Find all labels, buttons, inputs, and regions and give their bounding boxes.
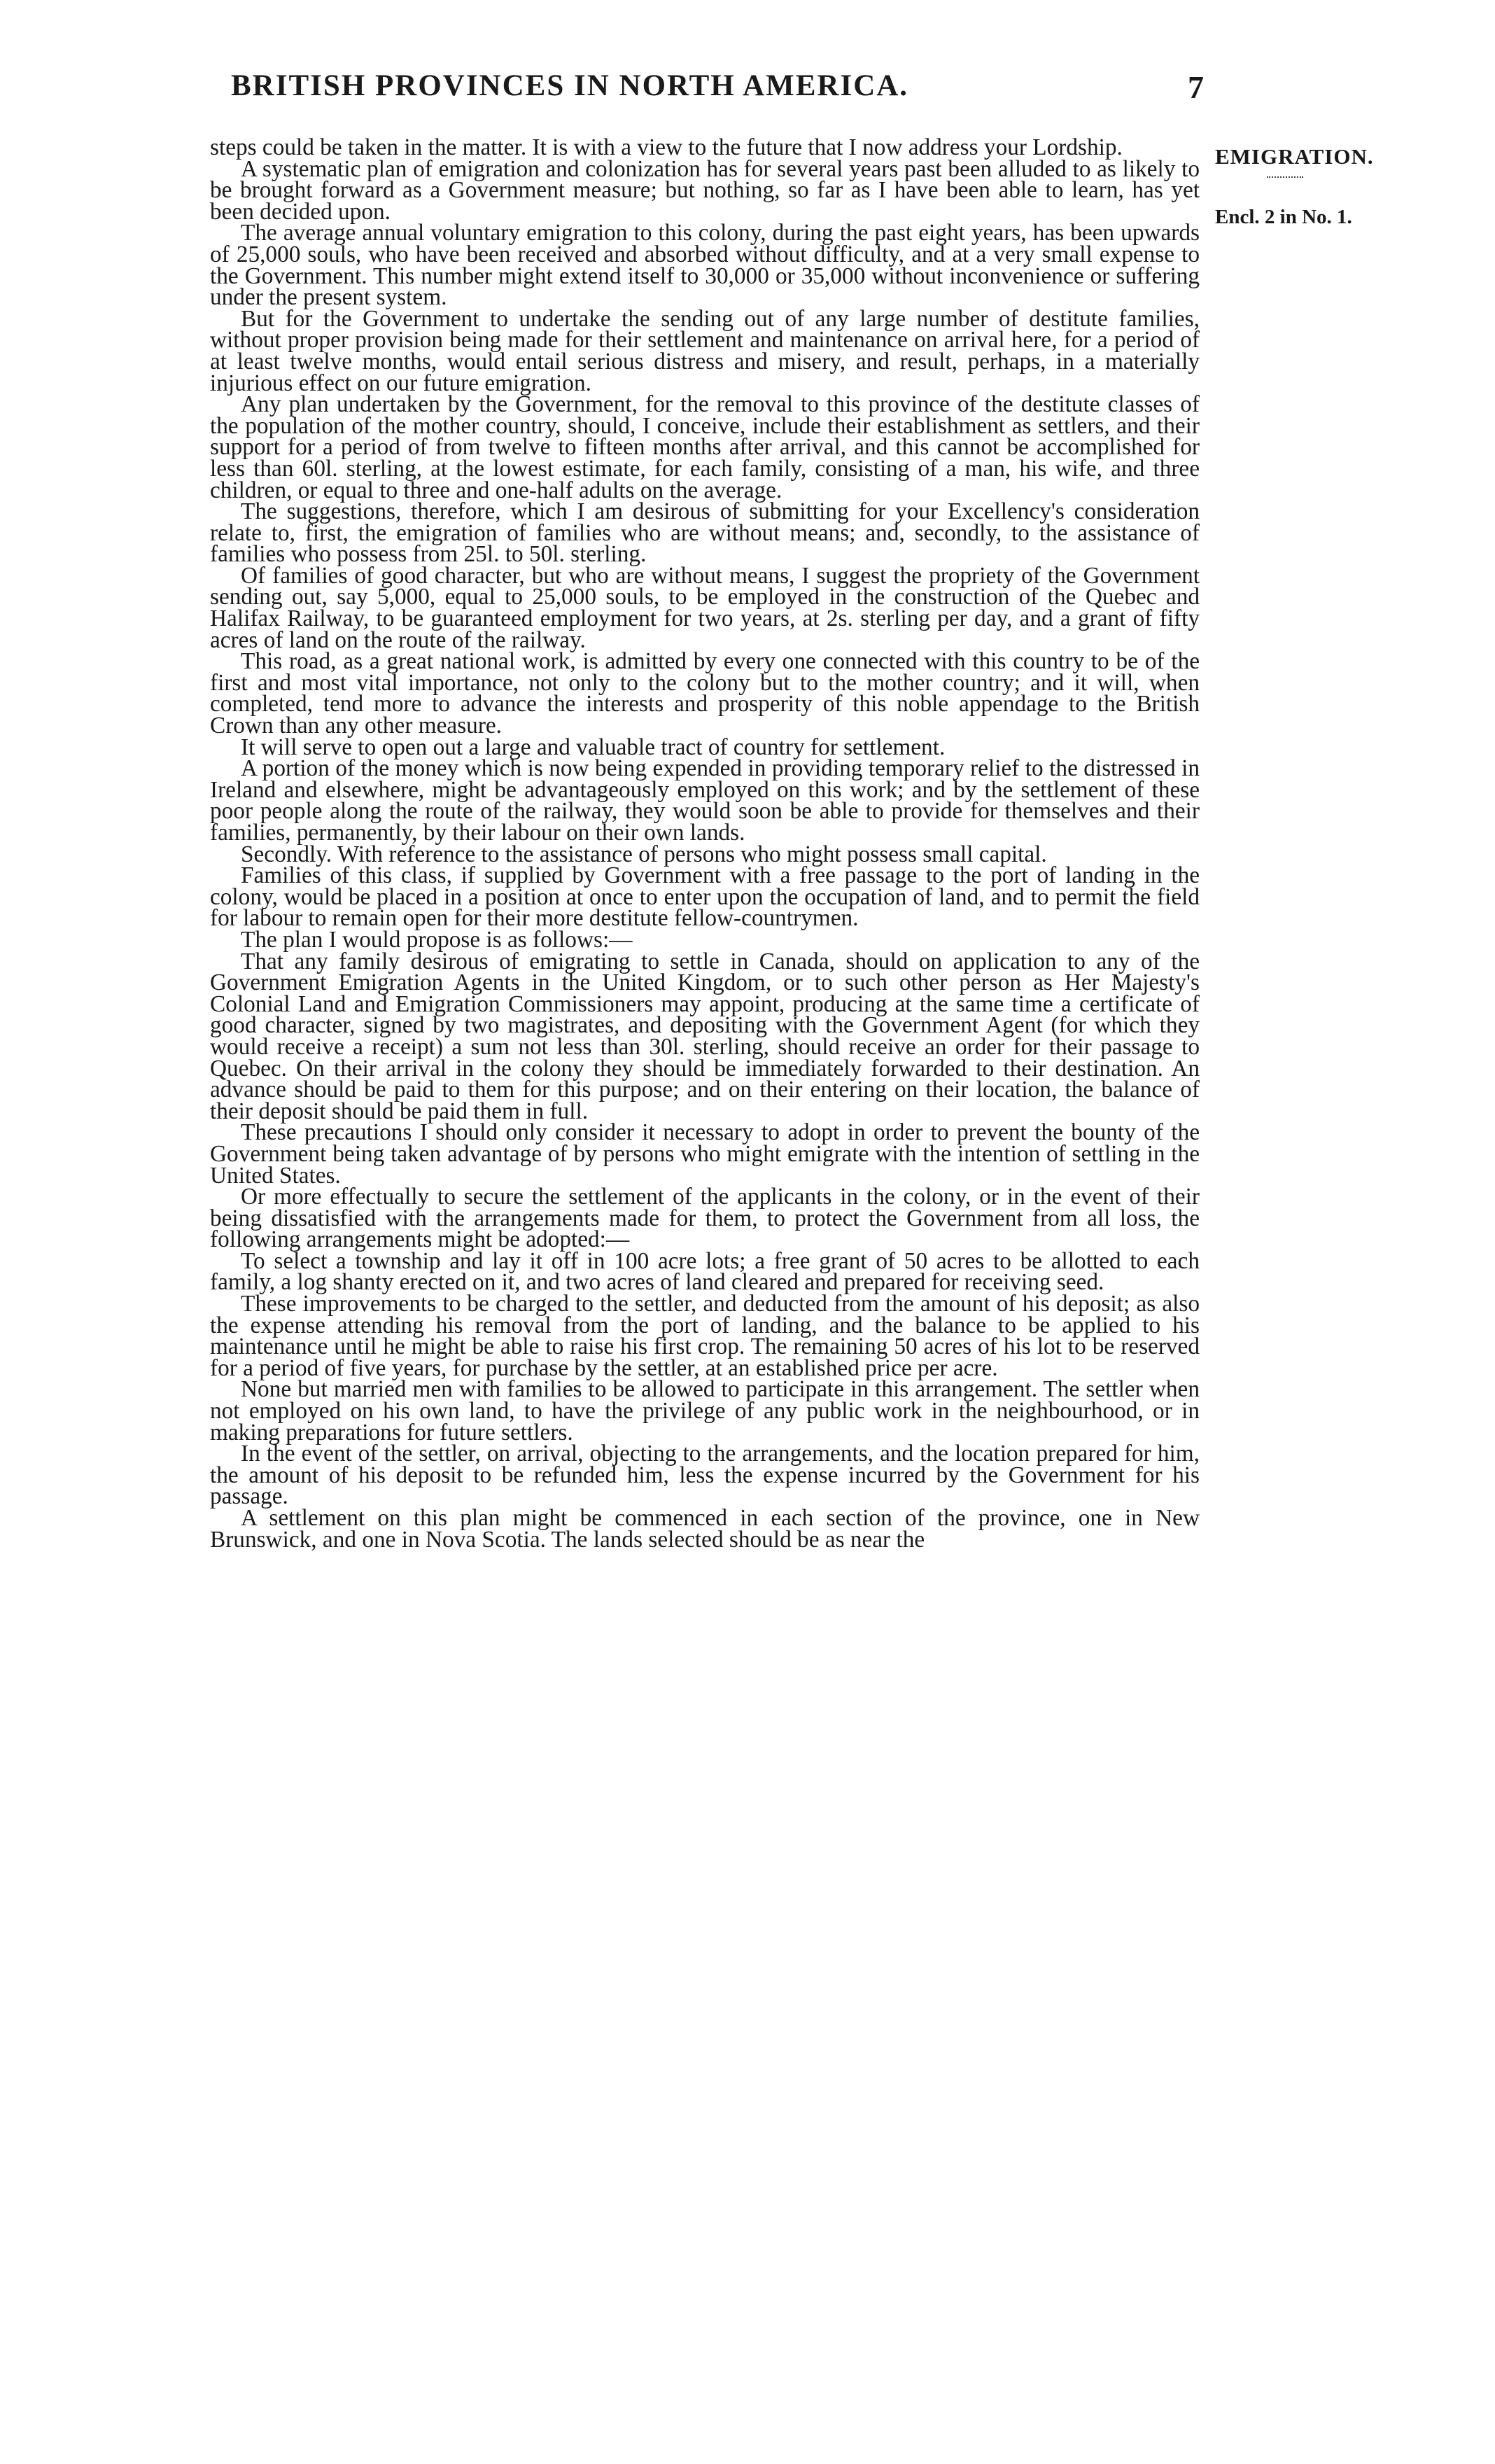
margin-heading: EMIGRATION. <box>1215 144 1374 169</box>
paragraph: None but married men with families to be allowed to participate in this arrangement. The settler when not employed on his own land, to have the privilege of any public work in the neighbourhood, or in making preparations for future settlers. <box>210 1376 1200 1446</box>
paragraph: The suggestions, therefore, which I am desirous of submitting for your Excellency's consideration relate to, first, the emigration of families who are without means; and, secondly, to the assistance of families who possess from 25l. to 50l. sterling. <box>210 498 1200 568</box>
paragraph: A systematic plan of emigration and colonization has for several years past been alluded to as likely to be brought forward as a Government measure; but nothing, so far as I have been able to learn, has yet been decided upon. <box>210 155 1200 225</box>
paragraph: Of families of good character, but who are without means, I suggest the propriety of the Government sending out, say 5,000, equal to 25,000 souls, to be employed in the construction of the Quebec and Halifax Railway, to be guaranteed employment for two years, at 2s. sterling per day, and a grant of fifty acres of land on the route of the railway. <box>210 562 1200 653</box>
paragraph: Or more effectually to secure the settlement of the applicants in the colony, or in the event of their being dissatisfied with the arrangements made for them, to protect the Government from all loss, the following arrangements might be adopted:— <box>210 1184 1200 1253</box>
paragraph: To select a township and lay it off in 100 acre lots; a free grant of 50 acres to be allotted to each family, a log shanty erected on it, and two acres of land cleared and prepared for receiving seed. <box>210 1247 1200 1296</box>
running-title: BRITISH PROVINCES IN NORTH AMERICA. <box>231 69 909 102</box>
margin-reference: Encl. 2 in No. 1. <box>1215 206 1352 228</box>
paragraph: Any plan undertaken by the Government, for the removal to this province of the destitute classes of the population of the mother country, should, I conceive, include their establishment as settlers, and their support for a period of from twelve to fifteen months after arrival, and this cannot be accomplished for less than 60l. sterling, at the lowest estimate, for each family, consisting of a man, his wife, and three children, or equal to three and one-half adults on the average. <box>210 391 1200 503</box>
paragraph: That any family desirous of emigrating to settle in Canada, should on application to any of the Government Emigration Agents in the United Kingdom, or to such other person as Her Majesty's Colonial Land and Emigration Commissioners may appoint, producing at the same time a certificate of good character, signed by two magistrates, and depositing with the Government Agent (for which they would receive a receipt) a sum not less than 30l. sterling, should receive an order for their passage to Quebec. On their arrival in the colony they should be immediately forwarded to their destination. An advance should be paid to them for this purpose; and on their entering on their location, the balance of their deposit should be paid them in full. <box>210 948 1200 1124</box>
paragraph: Secondly. With reference to the assistance of persons who might possess small capital. <box>241 841 1047 867</box>
body-text <box>210 137 1200 2440</box>
paragraph: The average annual voluntary emigration to this colony, during the past eight years, has been upwards of 25,000 souls, who have been received and absorbed without difficulty, and at a very small expense to the Government. This number might extend itself to 30,000 or 35,000 without inconvenience or suffering under the present system. <box>210 220 1200 311</box>
paragraph: steps could be taken in the matter. It is with a view to the future that I now address your Lordship. <box>210 137 1123 160</box>
paragraph: The plan I would propose is as follows:— <box>241 926 633 953</box>
paragraph: In the event of the settler, on arrival, objecting to the arrangements, and the location prepared for him, the amount of his deposit to be refunded him, less the expense incurred by the Government for his passage. <box>210 1441 1200 1510</box>
page-number: 7 <box>1188 69 1204 105</box>
paragraph: But for the Government to undertake the sending out of any large number of destitute families, without proper provision being made for their settlement and maintenance on arrival here, for a period of at least twelve months, would entail serious distress and misery, and result, perhaps, in a materially injurious effect on our future emigration. <box>210 305 1200 396</box>
running-head <box>210 69 1204 118</box>
paragraph: These improvements to be charged to the settler, and deducted from the amount of his deposit; as also the expense attending his removal from the port of landing, and the balance to be applied to his maintenance until he might be able to raise his first crop. The remaining 50 acres of his lot to be reserved for a period of five years, for purchase by the settler, at an established price per acre. <box>210 1291 1200 1381</box>
margin-rule <box>1267 176 1303 178</box>
paragraph: Families of this class, if supplied by Government with a free passage to the port of landing in the colony, would be placed in a position at once to enter upon the occupation of land, and to permit the field for labour to remain open for their more destitute fellow-countrymen. <box>210 862 1200 932</box>
paragraph: A settlement on this plan might be commenced in each section of the province, one in New Brunswick, and one in Nova Scotia. The lands selected should be as near the <box>210 1505 1200 1553</box>
paragraph: It will serve to open out a large and valuable tract of country for settlement. <box>241 734 946 760</box>
paragraph: A portion of the money which is now being expended in providing temporary relief to the distressed in Ireland and elsewhere, might be advantageously employed on this work; and by the settlement of these poor people along the route of the railway, they would soon be able to provide for themselves and their families, permanently, by their labour on their own lands. <box>210 755 1200 846</box>
paragraph: This road, as a great national work, is admitted by every one connected with this country to be of the first and most vital importance, not only to the colony but to the mother country; and it will, when completed, tend more to advance the interests and prosperity of this noble appendage to the British Crown than any other measure. <box>210 648 1200 739</box>
paragraph: These precautions I should only consider it necessary to adopt in order to prevent the bounty of the Government being taken advantage of by persons who might emigrate with the intention of settling in the United States. <box>210 1119 1200 1189</box>
